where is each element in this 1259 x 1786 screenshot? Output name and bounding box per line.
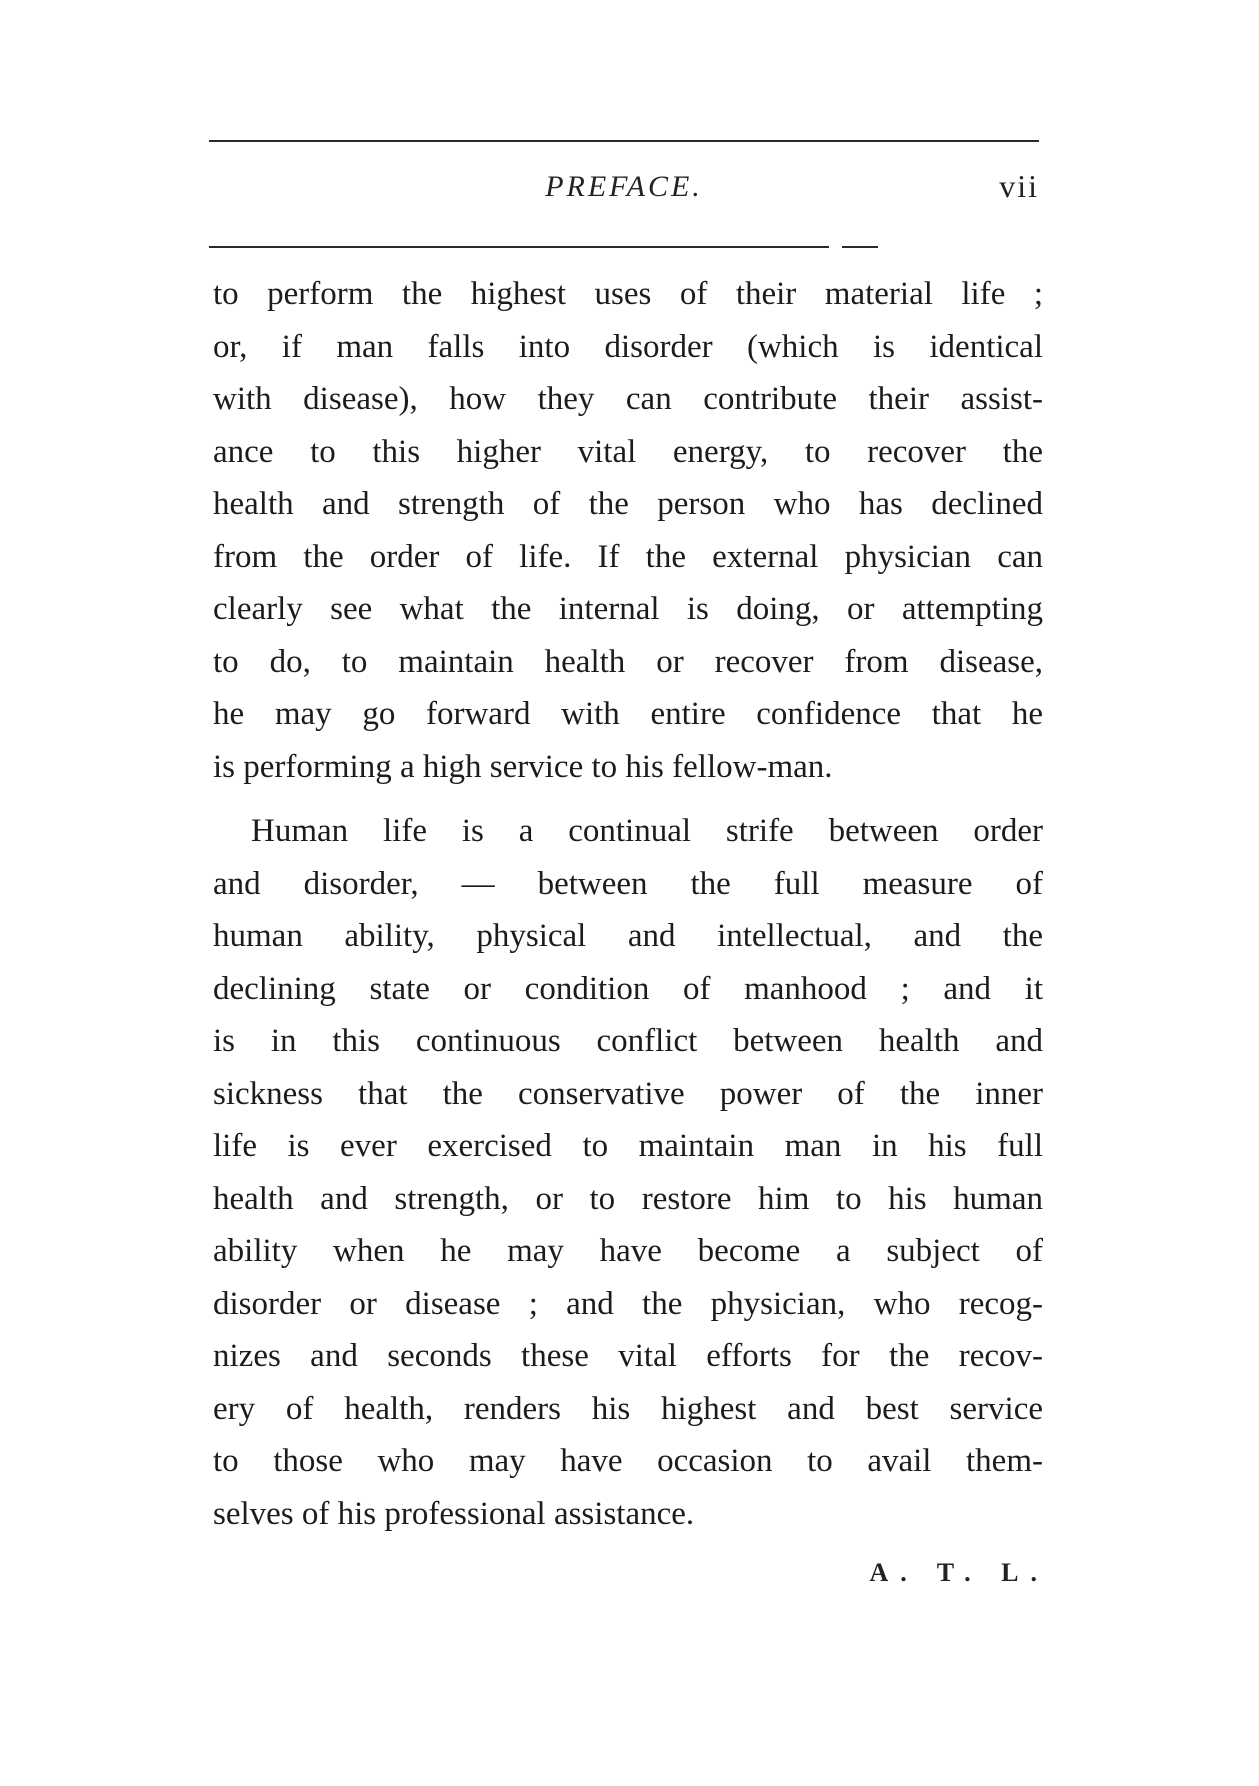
text-line: ery of health, renders his highest and best service	[213, 1390, 1043, 1427]
text-line: or, if man falls into disorder (which is identical	[213, 328, 1043, 365]
author-initials: A. T. L.	[869, 1558, 1049, 1587]
text-line: is in this continuous conflict between health and	[213, 1023, 1043, 1059]
text-line: life is ever exercised to maintain man in his full	[213, 1128, 1043, 1164]
text-line: ance to this higher vital energy, to recover the	[213, 433, 1043, 470]
text-line: is performing a high service to his fellow-man.	[213, 748, 833, 785]
body-text	[213, 268, 1043, 1540]
text-line: and disorder, — between the full measure of	[213, 865, 1043, 902]
text-line: disorder or disease ; and the physician, who recog-	[213, 1285, 1043, 1322]
text-line: sickness that the conservative power of the inner	[213, 1075, 1043, 1112]
text-line: human ability, physical and intellectual, and the	[213, 918, 1043, 954]
running-header	[209, 162, 1039, 212]
text-line: to perform the highest uses of their material life ;	[213, 276, 1043, 312]
header-rule-top	[209, 140, 1039, 142]
text-line: ability when he may have become a subject of	[213, 1233, 1043, 1269]
header-rule-bottom-tail	[842, 246, 878, 248]
text-line: he may go forward with entire confidence that he	[213, 696, 1043, 732]
text-line: health and strength of the person who has declined	[213, 486, 1043, 522]
text-line: to those who may have occasion to avail them-	[213, 1443, 1043, 1479]
paragraph-2	[213, 805, 1043, 1540]
text-line: health and strength, or to restore him to his human	[213, 1180, 1043, 1217]
page-number: vii	[999, 168, 1039, 204]
paragraph-1	[213, 268, 1043, 793]
text-line: to do, to maintain health or recover from disease,	[213, 643, 1043, 680]
paragraph-gap	[213, 793, 1043, 805]
running-title: PREFACE.	[545, 170, 703, 203]
text-line: selves of his professional assistance.	[213, 1495, 695, 1532]
text-line: clearly see what the internal is doing, or attempting	[213, 591, 1043, 627]
text-line: nizes and seconds these vital efforts for the recov-	[213, 1338, 1043, 1374]
header-rule-bottom	[209, 246, 829, 248]
text-line: with disease), how they can contribute their assist-	[213, 381, 1043, 417]
text-line: declining state or condition of manhood ; and it	[213, 970, 1043, 1007]
text-line: from the order of life. If the external physician can	[213, 538, 1043, 575]
text-line: Human life is a continual strife between order	[251, 813, 1043, 849]
